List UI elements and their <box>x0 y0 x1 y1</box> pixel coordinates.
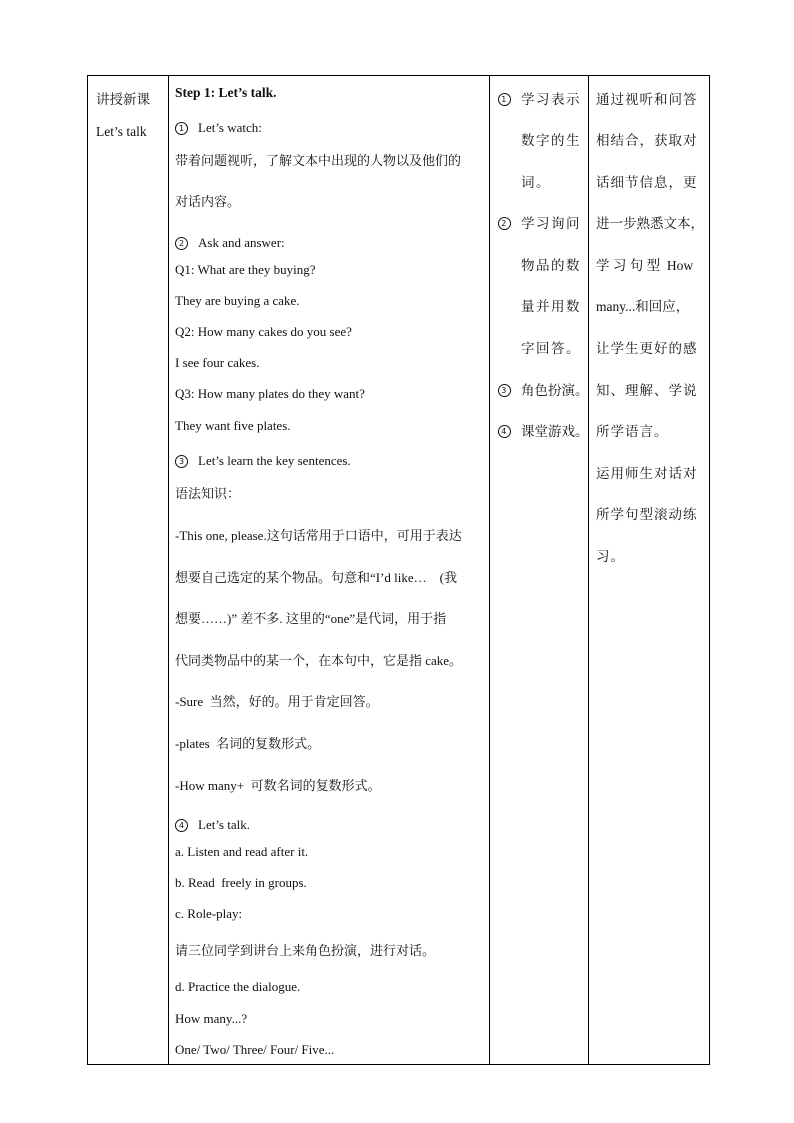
sub-heading-ask: 2 Ask and answer: <box>175 234 285 252</box>
text-line: 进一步熟悉文本， <box>596 216 704 231</box>
number-2-icon: 2 <box>498 215 511 233</box>
activity-item: c. Role-play: <box>175 906 243 921</box>
number-3-icon: 3 <box>498 382 511 400</box>
text-line: -This one, please.这句话常用于口语中，可用于表达 <box>175 528 462 543</box>
text-line: 物品的数 <box>521 258 581 273</box>
text-line: many...和回应， <box>596 299 690 314</box>
text-line: 学 习 句 型 How <box>596 258 694 273</box>
question-line: Q3: How many plates do they want? <box>175 386 365 401</box>
question-line: Q2: How many cakes do you see? <box>175 324 352 339</box>
answer-line: They are buying a cake. <box>175 293 300 308</box>
number-1-icon: 1 <box>175 122 188 135</box>
topic-label: Let’s talk <box>96 124 147 139</box>
text-line: 知、理解、学说 <box>596 383 698 398</box>
sub-heading-talk: 4 Let’s talk. <box>175 816 250 834</box>
text-line: -plates 名词的复数形式。 <box>175 736 321 751</box>
answer-line: I see four cakes. <box>175 355 260 370</box>
text-line: 通过视听和问答 <box>596 92 698 107</box>
number-3-icon: 3 <box>175 455 188 468</box>
section-label: 讲授新课 <box>96 92 150 107</box>
text-line: One/ Two/ Three/ Four/ Five... <box>175 1042 335 1057</box>
step-title: Step 1: Let’s talk. <box>175 85 277 100</box>
text-line: 带着问题视听，了解文本中出现的人物以及他们的 <box>175 153 462 168</box>
number-4-icon: 4 <box>175 819 188 832</box>
text-line: 所学语言。 <box>596 424 669 439</box>
number-1-icon: 1 <box>498 91 511 109</box>
objectives-cell <box>490 76 589 1065</box>
text-line: 让学生更好的感 <box>596 341 698 356</box>
activity-item: a. Listen and read after it. <box>175 844 309 859</box>
text-line: 请三位同学到讲台上来角色扮演，进行对话。 <box>175 943 436 958</box>
section-cell <box>88 76 169 1065</box>
text-line: 数字的生 <box>521 133 581 148</box>
text-line: 想要自己选定的某个物品。句意和“I’d like… (我 <box>175 570 458 585</box>
text-line: 相结合，获取对 <box>596 133 698 148</box>
text-line: -Sure 当然，好的。用于肯定回答。 <box>175 694 379 709</box>
grammar-title: 语法知识： <box>175 486 241 501</box>
text-line: 所学句型滚动练 <box>596 507 698 522</box>
lesson-plan-table <box>87 75 710 1065</box>
question-line: Q1: What are they buying? <box>175 262 316 277</box>
number-2-icon: 2 <box>175 237 188 250</box>
text-line: 字回答。 <box>521 341 581 356</box>
text-line: 课堂游戏。 <box>521 424 589 439</box>
text-line: 运用师生对话对 <box>596 466 698 481</box>
table-row <box>88 76 710 1065</box>
teaching-steps-cell <box>169 76 490 1065</box>
design-intent-cell <box>589 76 710 1065</box>
text-line: 量并用数 <box>521 299 581 314</box>
text-line: 学习询问 <box>521 216 581 231</box>
text-line: How many...? <box>175 1011 248 1026</box>
activity-item: d. Practice the dialogue. <box>175 979 301 994</box>
sub-heading-watch: 1 Let’s watch: <box>175 119 262 137</box>
text-line: 角色扮演。 <box>521 383 589 398</box>
activity-item: b. Read freely in groups. <box>175 875 307 890</box>
text-line: 代同类物品中的某一个，在本句中，它是指 cake。 <box>175 653 463 668</box>
answer-line: They want five plates. <box>175 418 291 433</box>
text-line: 习。 <box>596 549 625 564</box>
text-line: 词。 <box>521 175 551 190</box>
number-4-icon: 4 <box>498 423 511 441</box>
sub-heading-learn: 3 Let’s learn the key sentences. <box>175 452 351 470</box>
text-line: 话细节信息，更 <box>596 175 698 190</box>
text-line: 想要……)” 差不多. 这里的“one”是代词，用于指 <box>175 611 447 626</box>
text-line: -How many+ 可数名词的复数形式。 <box>175 778 381 793</box>
text-line: 学习表示 <box>521 92 581 107</box>
text-line: 对话内容。 <box>175 194 241 209</box>
